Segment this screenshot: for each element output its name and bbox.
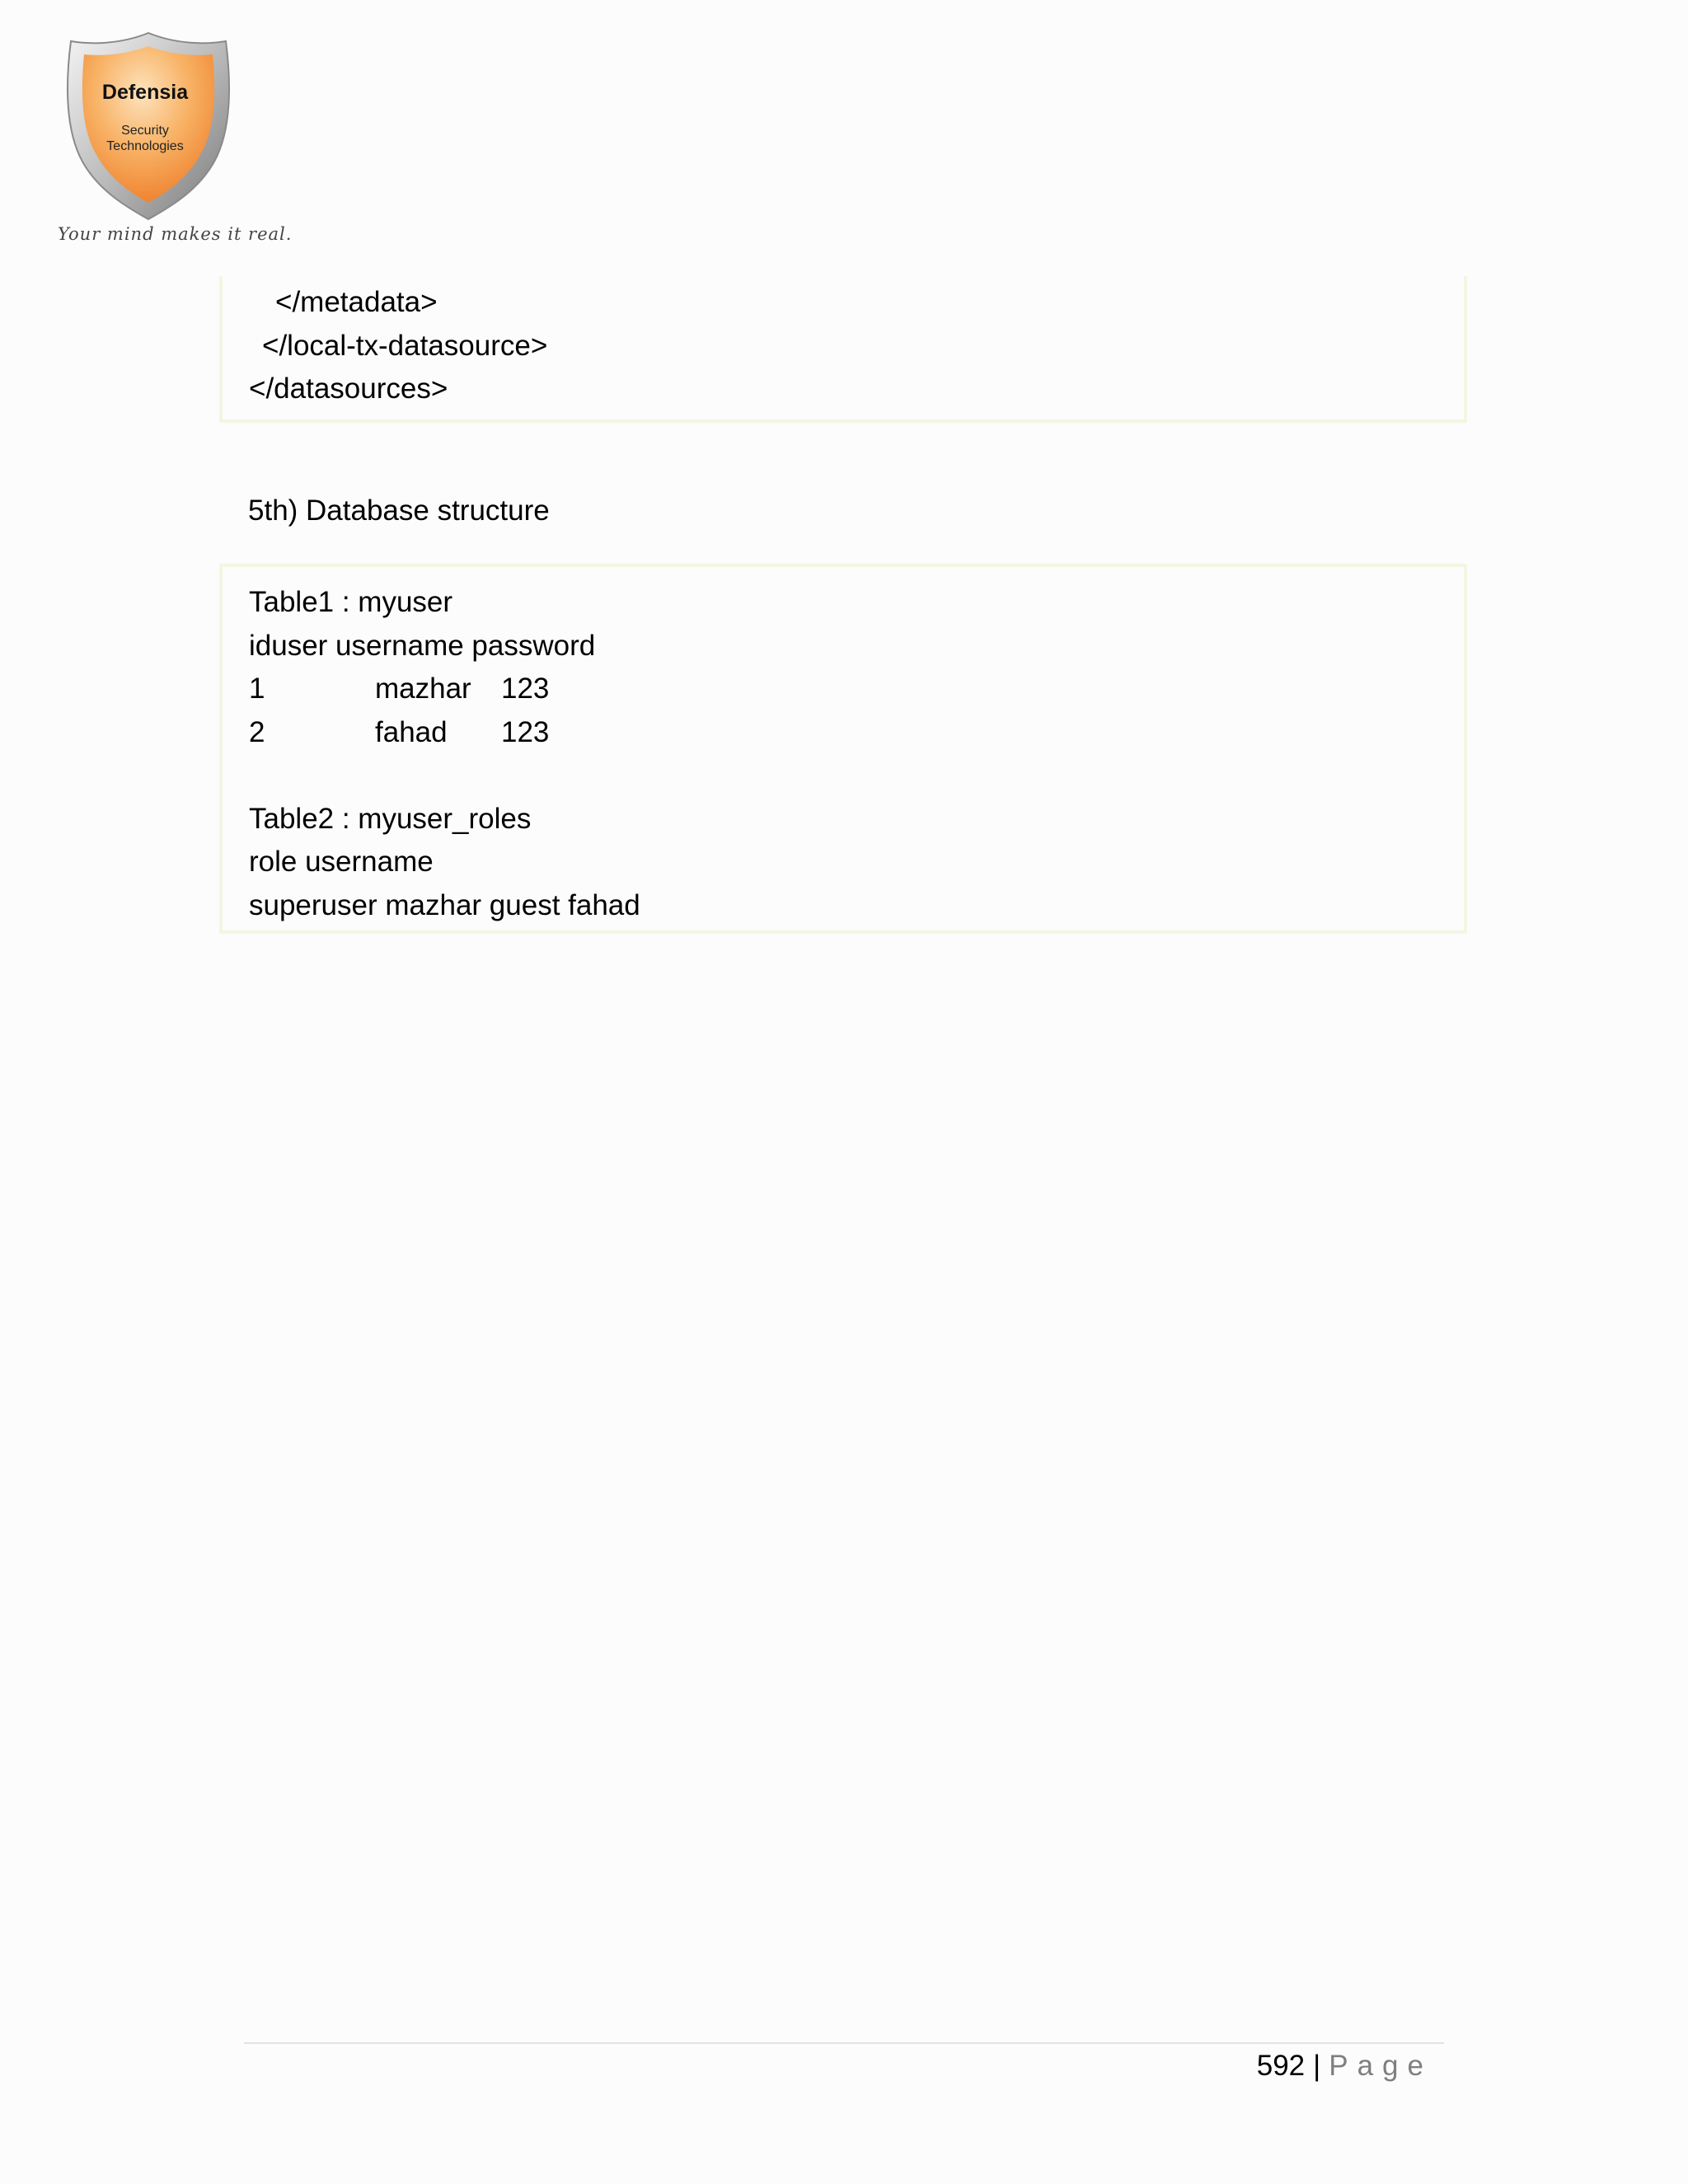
row-id: 2 xyxy=(249,715,265,748)
section-heading: 5th) Database structure xyxy=(248,494,550,527)
table1-title: Table1 : myuser xyxy=(249,586,453,618)
table2-rows: superuser mazhar guest fahad xyxy=(249,888,640,921)
logo-name: Defensia xyxy=(101,81,189,104)
logo-subtitle-2: Technologies xyxy=(106,139,184,153)
table-row xyxy=(249,668,1464,711)
table1-header: iduser username password xyxy=(249,629,596,662)
footer-divider xyxy=(244,2042,1444,2044)
code-line: </datasources> xyxy=(249,373,448,405)
logo-subtitle-1: Security xyxy=(121,124,169,138)
page-separator: | xyxy=(1313,2050,1321,2082)
code-line: </local-tx-datasource> xyxy=(262,329,548,362)
table-row xyxy=(249,711,1464,755)
shield-icon xyxy=(58,30,239,227)
company-logo xyxy=(58,30,293,256)
row-password: 123 xyxy=(501,715,550,748)
row-id: 1 xyxy=(249,673,265,705)
page-footer xyxy=(1257,2046,1432,2087)
row-username: mazhar xyxy=(375,673,471,705)
page-label: Page xyxy=(1329,2050,1432,2082)
database-structure-block xyxy=(219,564,1467,934)
code-line: </metadata> xyxy=(275,286,438,318)
code-block-top xyxy=(219,276,1467,423)
table2-header: role username xyxy=(249,846,434,878)
row-username: fahad xyxy=(375,715,448,748)
logo-tagline: Your mind makes it real. xyxy=(58,224,293,244)
table2-title: Table2 : myuser_roles xyxy=(249,802,532,835)
blank-line xyxy=(249,754,1464,798)
page-number: 592 xyxy=(1256,2050,1306,2082)
row-password: 123 xyxy=(501,673,550,705)
